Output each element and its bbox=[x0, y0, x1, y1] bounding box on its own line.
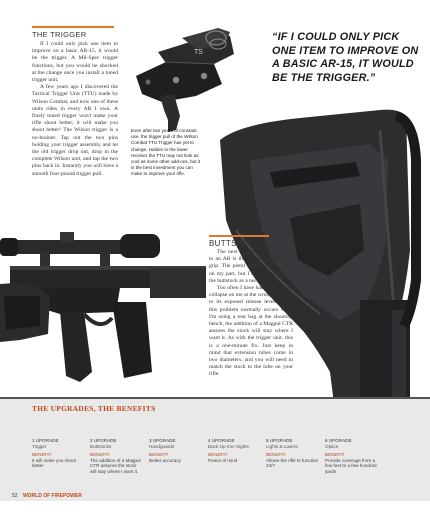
benefits-title: THE UPGRADES, THE BENEFITS bbox=[32, 404, 156, 413]
trigger-paragraph-1: If I could only pick one item to improve on a basic AR-15, it would be the trigger. A Mil-Spec trigger functions, but you would be shocked at the change once you install a tuned trigger unit. bbox=[32, 41, 118, 84]
benefit-text: It will make you shoot better bbox=[32, 457, 76, 469]
trigger-paragraph-2: A few years ago I discovered the Tactical Trigger Unit (TTU) made by Wilson Combat, and now one of these units rides in every AR I own. A finely tuned trigger won't make your rifle shoot better; it will make you shoot better! The Wilson trigger is a no-brainer. Tap out the two pins holding your trigger assembly and let the old trigger drop out, drop in the complete Wilson unit, and tap the two pins back in. Instantly you will have a smooth four-pound trigger pull. bbox=[32, 84, 118, 177]
upgrade-col-2 bbox=[90, 438, 144, 475]
upgrade-number: 2 UPGRADE bbox=[90, 438, 117, 443]
benefit-text: Peace of mind bbox=[208, 457, 238, 463]
benefit-label: BENEFIT bbox=[149, 452, 169, 458]
pull-quote: “IF I COULD ONLY PICK ONE ITEM TO IMPROVE ON A BASIC AR-15, IT WOULD BE THE TRIGGER.” bbox=[272, 31, 419, 84]
benefit-label: BENEFIT bbox=[208, 452, 228, 458]
benefit-label: BENEFIT bbox=[266, 452, 286, 458]
upgrade-number: 5 UPGRADE bbox=[266, 438, 293, 443]
trigger-heading: THE TRIGGER bbox=[32, 30, 87, 39]
upgrade-name: Back-Up Iron Sights bbox=[208, 443, 249, 449]
buttstocks-heading: BUTTSTOCKS bbox=[209, 239, 266, 248]
benefit-text: Provide coverage from a few feet to a few hundred yards bbox=[325, 457, 377, 474]
upgrade-name: Optics bbox=[325, 443, 339, 449]
upgrade-col-1 bbox=[32, 438, 86, 469]
upgrade-name: Trigger bbox=[32, 443, 47, 449]
buttstocks-body bbox=[209, 249, 293, 379]
upgrade-name: Lights & Lasers bbox=[266, 443, 298, 449]
trigger-photo-caption: Even after two years of constant use, the trigger pull of the Wilson Combat TTU Trigger has yet to change. Hidden in the lower receiver the TTU may not look as cool as some other add-ons, but it is the best investment you can make to improve your rifle. bbox=[131, 128, 201, 177]
buttstocks-paragraph-1: The next change I usually make to an AR is the buttstock and pistol grip. The pistol grip is just a whim on my part, but I consider changing the buttstock as a necessity. bbox=[209, 249, 293, 284]
upgrade-name: Buttstocks bbox=[90, 443, 112, 449]
upgrade-number: 6 UPGRADE bbox=[325, 438, 352, 443]
benefit-text: Allows the rifle to function 24/7 bbox=[266, 457, 319, 469]
upgrade-number: 4 UPGRADE bbox=[208, 438, 235, 443]
benefit-text: The addition of a Magpul CTR assures the stock will stay where I want it. bbox=[90, 457, 141, 474]
benefit-label: BENEFIT bbox=[32, 452, 52, 458]
upgrade-number: 1 UPGRADE bbox=[32, 438, 59, 443]
benefits-top-rule bbox=[0, 397, 430, 399]
publication-name: WORLD OF FIREPOWER bbox=[22, 493, 82, 499]
trigger-part-marking: TS bbox=[194, 49, 203, 56]
trigger-heading-rule bbox=[32, 26, 114, 28]
page-folio bbox=[12, 493, 82, 499]
buttstocks-paragraph-2: Too often I have had an M4 stock collapse on me at the wrong time due to its exposed release lever. While this problem normally occurs when I'm using a rear bag at the shooting bench, the addition of a Magpul CTR assures the stock will stay where I want it. As with the trigger unit, this is a one-minute fix. Just keep in mind that extension tubes come in two diameters, and you will need to match the stock to the tube on your rifle. bbox=[209, 285, 293, 378]
upgrade-number: 3 UPGRADE bbox=[149, 438, 176, 443]
benefit-label: BENEFIT bbox=[325, 452, 345, 458]
page-number: 52 bbox=[12, 493, 18, 499]
upgrade-col-5 bbox=[266, 438, 320, 469]
trigger-body bbox=[32, 41, 118, 178]
upgrade-name: Handguards bbox=[149, 443, 175, 449]
upgrade-col-4 bbox=[208, 438, 262, 463]
buttstocks-heading-rule bbox=[209, 235, 269, 237]
upgrade-col-6 bbox=[325, 438, 383, 475]
ar15-rifle-image bbox=[0, 222, 206, 412]
upgrade-col-3 bbox=[149, 438, 203, 463]
benefit-text: Better accuracy bbox=[149, 457, 181, 463]
benefit-label: BENEFIT bbox=[90, 452, 110, 458]
